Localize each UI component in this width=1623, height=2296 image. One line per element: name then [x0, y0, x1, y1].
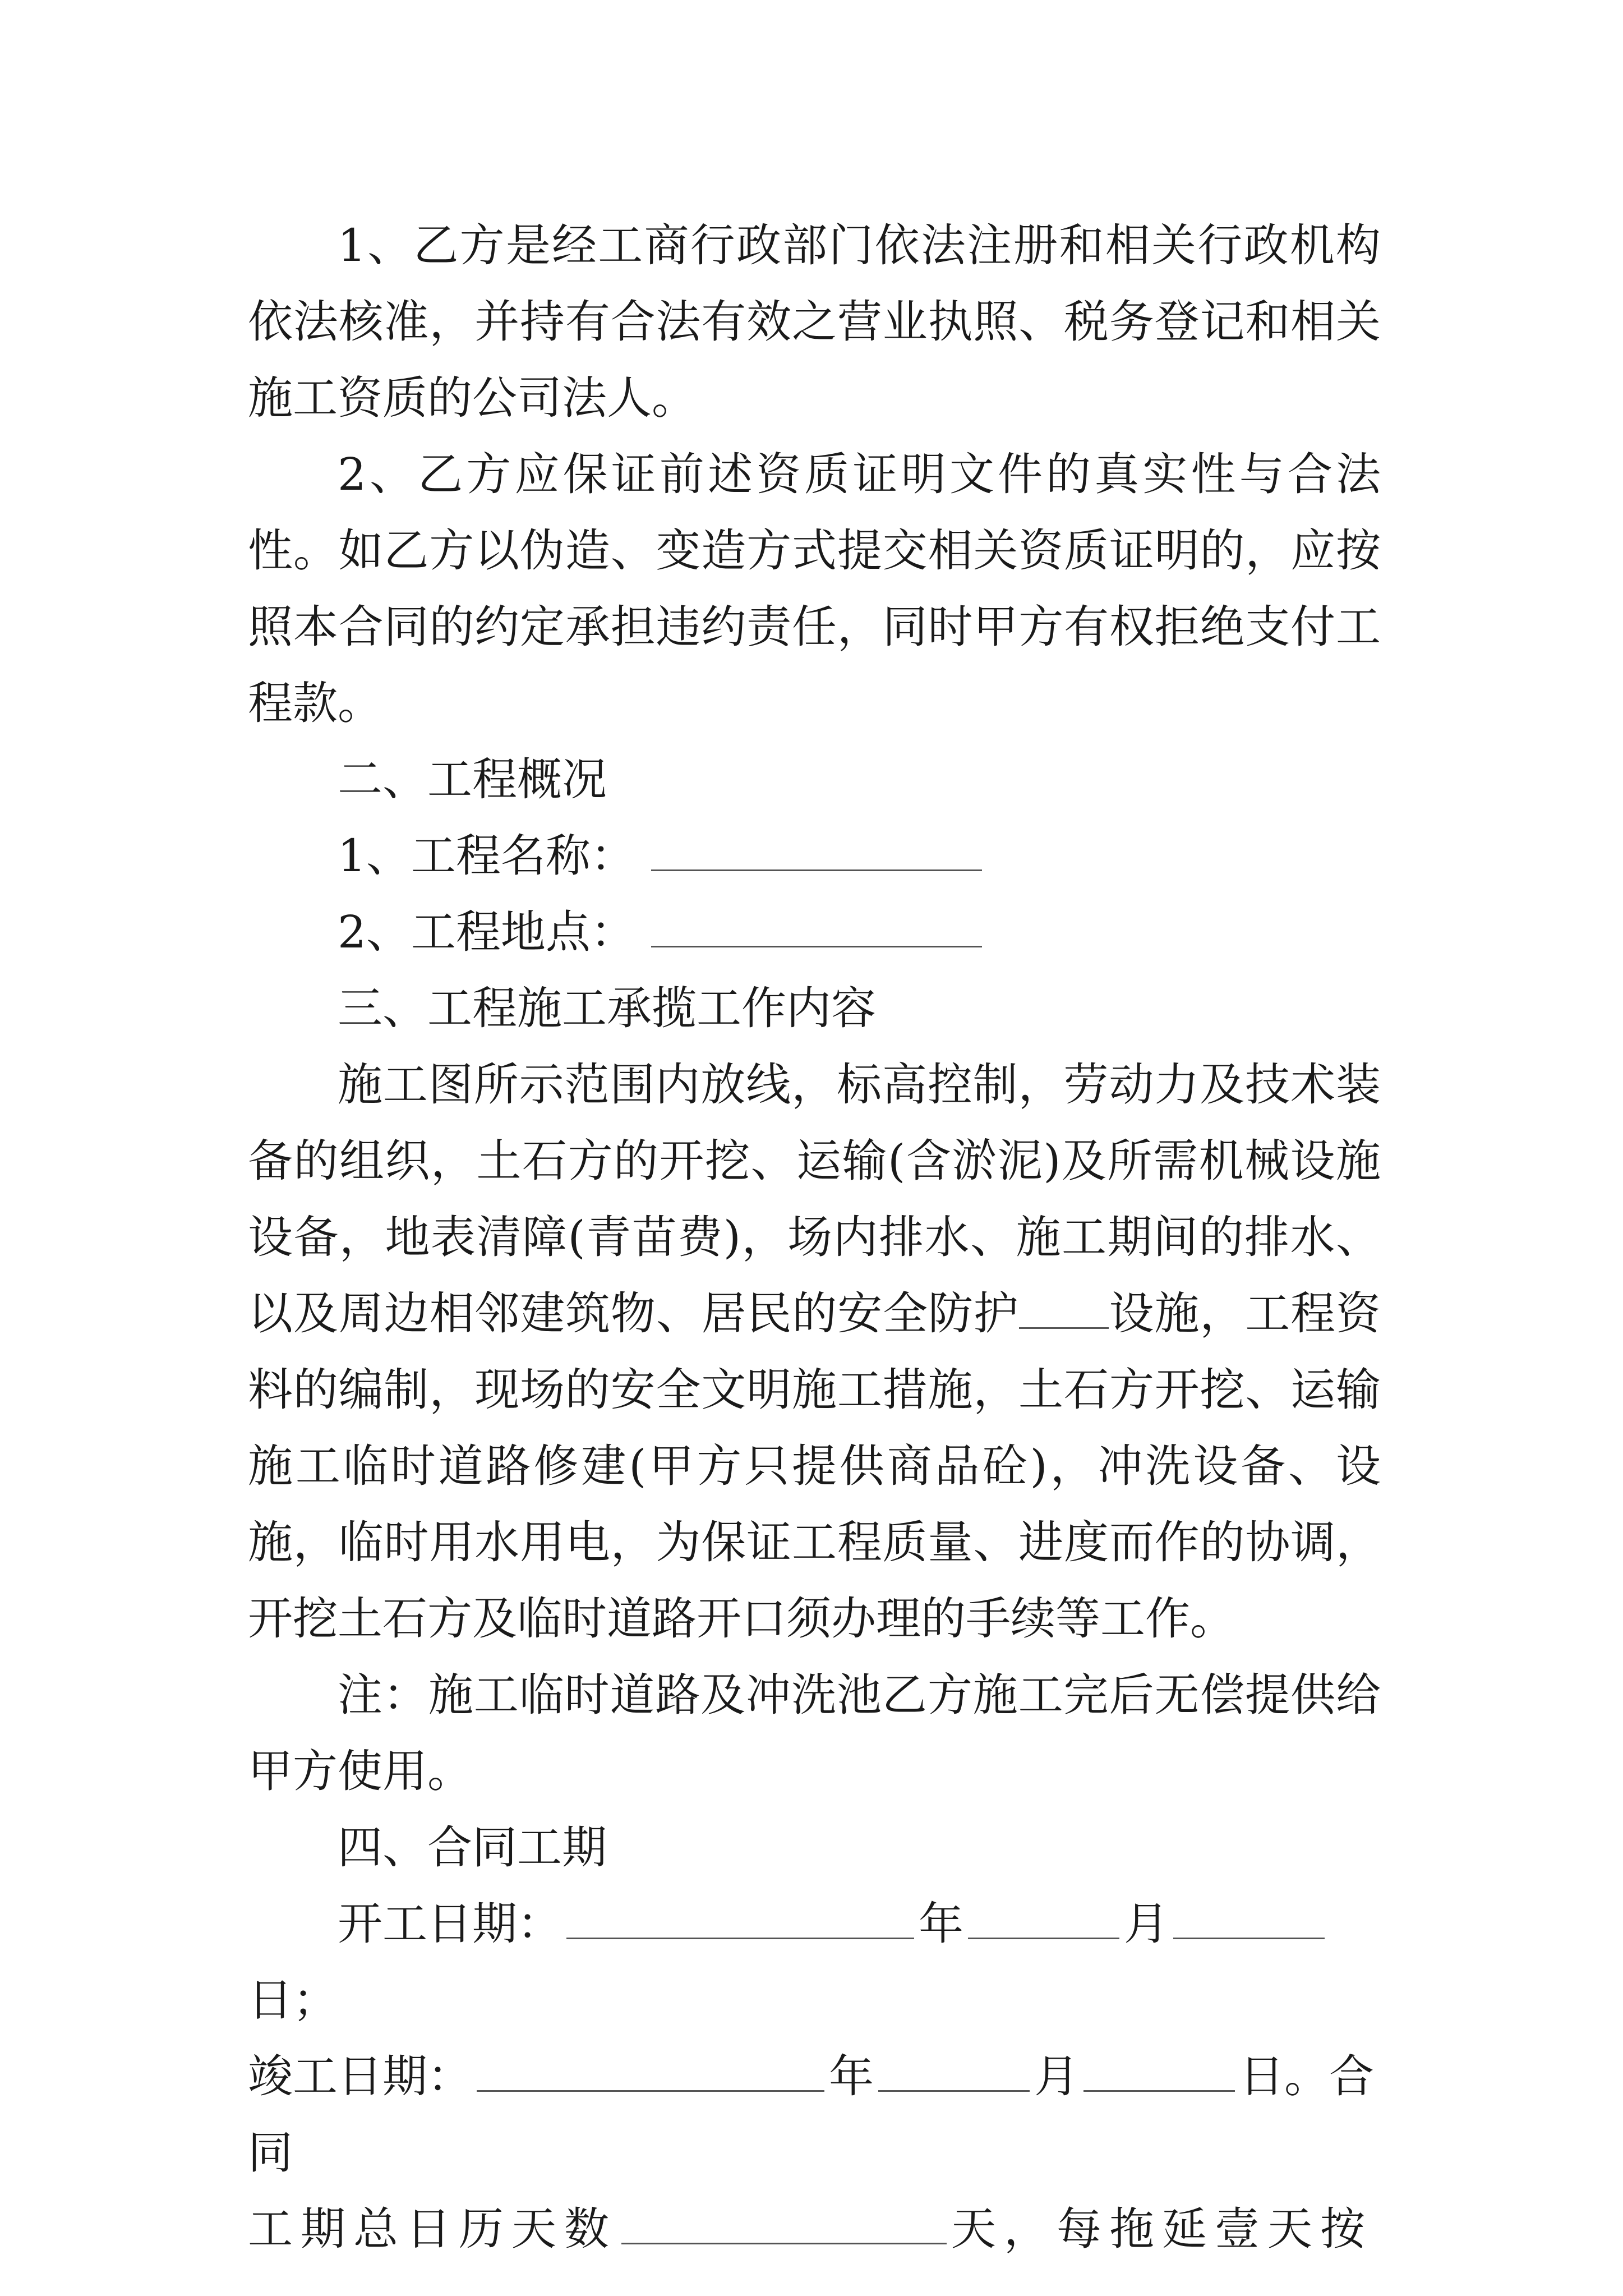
project-location-line: [248, 894, 1381, 970]
project-name-line: [248, 818, 1381, 894]
project-name-blank: [651, 825, 982, 871]
scope-paragraph: [248, 1047, 1381, 1657]
scope-text-part2: 设施，工程资料的编制，现场的安全文明施工措施，土石方开挖、运输施工临时道路修建(甲方只提供商品砼)，冲洗设备、设施，临时用水用电，为保证工程质量、进度而作的协调，开挖土石方及临时道路开口须办理的手续等工作。: [248, 1287, 1381, 1645]
safety-blank: [1019, 1282, 1109, 1329]
section-heading-project-overview: 二、工程概况: [338, 753, 607, 806]
start-year-label: 年: [919, 1898, 963, 1950]
end-day-label: 日。合同: [248, 2050, 1374, 2179]
total-days-suffix: 天，每拖延壹天按: [951, 2203, 1373, 2255]
clause-qualification-1: 1、乙方是经工商行政部门依法注册和相关行政机构依法核准，并持有合法有效之营业执照、税务登记和相关施工资质的公司法人。: [248, 219, 1381, 424]
project-name-label: 1、工程名称：: [338, 830, 635, 882]
project-location-blank: [651, 901, 982, 947]
end-day-blank: [1083, 2045, 1235, 2092]
scope-text-part1: 施工图所示范围内放线，标高控制，劳动力及技术装备的组织，土石方的开挖、运输(含淤泥)及所需机械设施设备，地表清障(青苗费)，场内排水、施工期间的排水、以及周边相邻建筑物、居民的安全防护: [248, 1059, 1381, 1340]
contract-text: [248, 208, 1381, 2267]
end-year-label: 年: [829, 2050, 874, 2102]
clause-qualification-2: 2、乙方应保证前述资质证明文件的真实性与合法性。如乙方以伪造、变造方式提交相关资质证明的，应按照本合同的约定承担违约责任，同时甲方有权拒绝支付工程款。: [248, 448, 1381, 729]
start-day-blank: [1173, 1893, 1325, 1939]
total-days-label: 工期总日历天数: [248, 2203, 617, 2255]
total-days-line: [248, 2191, 1381, 2267]
end-date-line: [248, 2039, 1381, 2191]
start-date-label: 开工日期：: [338, 1898, 562, 1950]
section-heading-duration: 四、合同工期: [338, 1821, 607, 1874]
project-location-label: 2、工程地点：: [338, 906, 635, 958]
end-month-label: 月: [1034, 2050, 1079, 2102]
end-year-blank: [477, 2045, 824, 2092]
start-year-blank: [566, 1893, 914, 1939]
end-month-blank: [878, 2045, 1030, 2092]
start-date-line: [248, 1886, 1381, 2039]
total-days-blank: [621, 2198, 947, 2244]
start-month-blank: [968, 1893, 1119, 1939]
scope-note: 注：施工临时道路及冲洗池乙方施工完后无偿提供给甲方使用。: [248, 1669, 1381, 1797]
end-date-label: 竣工日期：: [248, 2050, 472, 2102]
start-month-label: 月: [1124, 1898, 1169, 1950]
start-day-label: 日；: [248, 1974, 338, 2026]
section-heading-scope: 三、工程施工承揽工作内容: [338, 982, 876, 1034]
